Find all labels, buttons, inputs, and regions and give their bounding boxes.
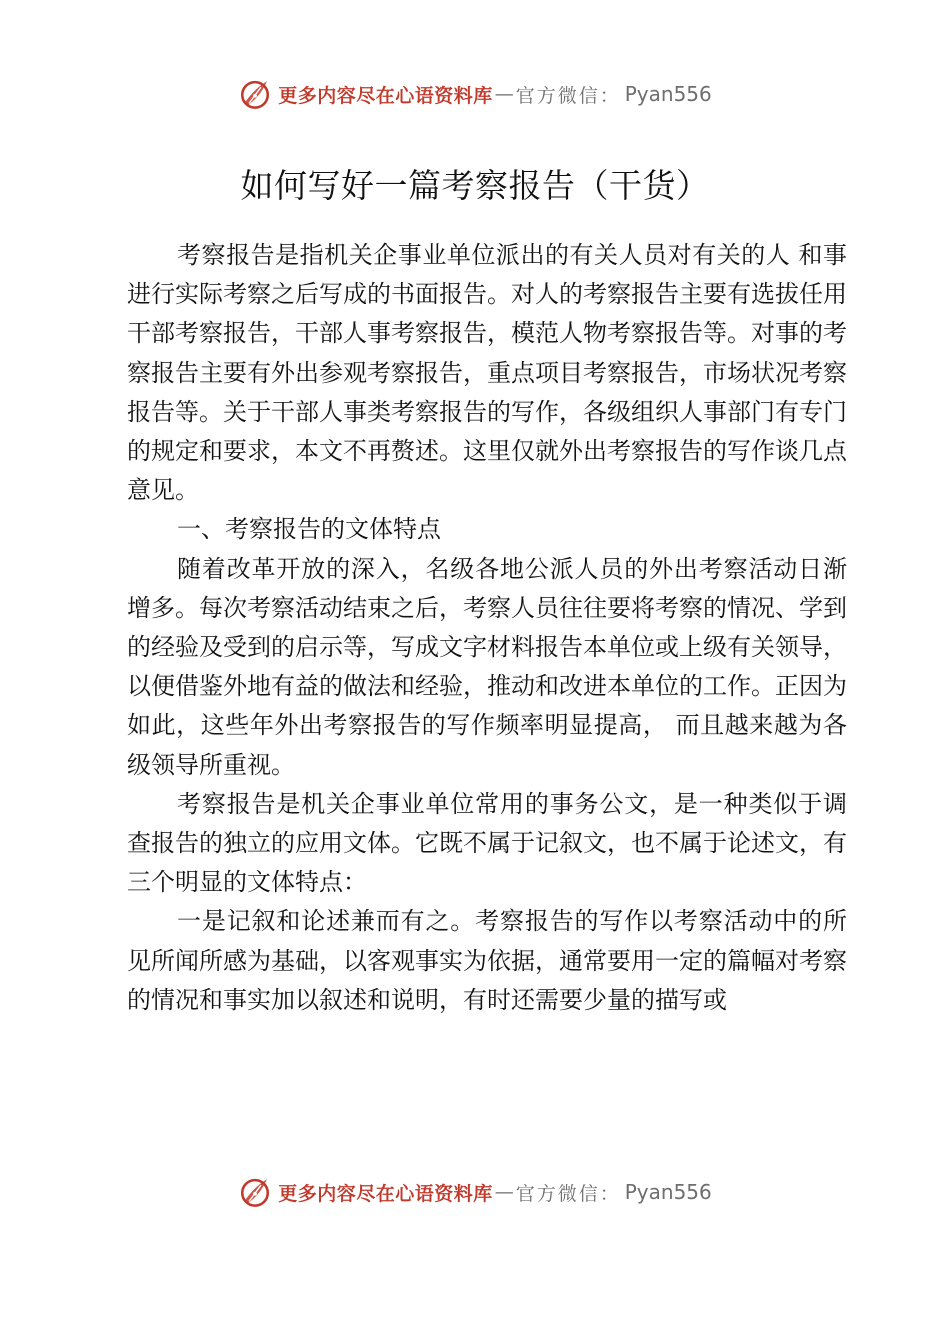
paragraph-1: 考察报告是指机关企事业单位派出的有关人员对有关的人 和事进行实际考察之后写成的书面报告。对人的考察报告主要有选拔任用干部考察报告，干部人事考察报告，模范人物考察报告等。对事的考察报告主要有外出参观考察报告，重点项目考察报告，市场状况考察报告等。关于干部人事类考察报告的写作，各级组织人事部门有专门的规定和要求，本文不再赘述。这里仅就外出考察报告的写作谈几点意见。 [127,241,847,505]
document-title: 如何写好一篇考察报告（干货） [240,166,710,205]
header-wechat-id: Pyan556 [624,82,712,106]
document-body [127,236,847,1020]
paragraph-2: 随着改革开放的深入，名级各地公派人员的外出考察活动日渐增多。每次考察活动结束之后，考察人员往往要将考察的情况、学到的经验及受到的启示等，写成文字材料报告本单位或上级有关领导，以便借鉴外地有益的做法和经验，推动和改进本单位的工作。正因为如此，这些年外出考察报告的写作频率明显提高， 而且越来越为各级领导所重视。 [127,554,847,779]
section-heading-1: 一、考察报告的文体特点 [177,515,441,544]
paragraph-4: 一是记叙和论述兼而有之。考察报告的写作以考察活动中的所见所闻所感为基础，以客观事实为依据，通常要用一定的篇幅对考察的情况和事实加以叙述和说明，有时还需要少量的描写或 [127,907,847,1014]
pen-nib-circle-icon [238,1175,272,1209]
paragraph-3: 考察报告是机关企事业单位常用的事务公文，是一种类似于调查报告的独立的应用文体。它既不属于记叙文，也不属于论述文，有三个明显的文体特点： [127,789,847,897]
footer-wechat-id: Pyan556 [624,1180,712,1204]
header-banner [0,74,950,114]
footer-banner [0,1172,950,1212]
footer-wechat-label: 官方微信： [515,1182,621,1205]
header-text: 更多内容尽在心语资料库 [278,84,493,107]
pen-nib-circle-icon [238,77,272,111]
header-wechat-label: 官方微信： [515,84,621,107]
header-dash: — [494,83,514,105]
footer-text: 更多内容尽在心语资料库 [278,1182,493,1205]
footer-dash: — [494,1181,514,1203]
